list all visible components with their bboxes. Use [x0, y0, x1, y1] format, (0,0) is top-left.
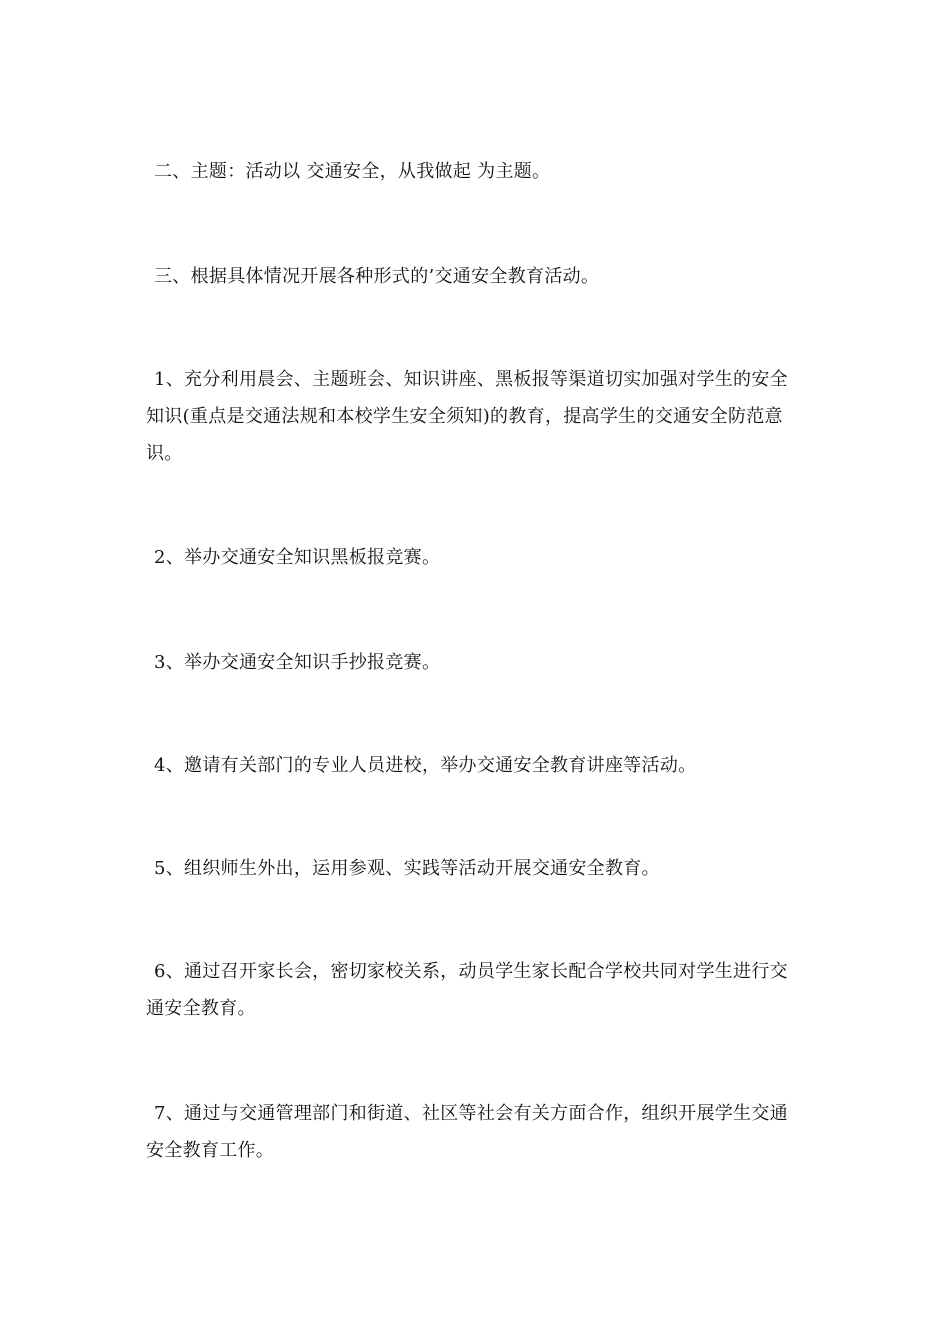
paragraph-item-7: 7、通过与交通管理部门和街道、社区等社会有关方面合作，组织开展学生交通安全教育工作。	[146, 1103, 788, 1161]
paragraph-activities-intro: 三、根据具体情况开展各种形式的’交通安全教育活动。	[154, 266, 600, 287]
paragraph-item-1: 1、充分利用晨会、主题班会、知识讲座、黑板报等渠道切实加强对学生的安全知识(重点是交通法规和本校学生安全须知)的教育，提高学生的交通安全防范意识。	[146, 369, 788, 464]
paragraph-item-2: 2、举办交通安全知识黑板报竞赛。	[154, 547, 441, 568]
paragraph-item-5: 5、组织师生外出，运用参观、实践等活动开展交通安全教育。	[154, 858, 660, 879]
paragraph-item-4: 4、邀请有关部门的专业人员进校，举办交通安全教育讲座等活动。	[154, 755, 697, 776]
paragraph-theme: 二、主题：活动以 交通安全，从我做起 为主题。	[154, 161, 551, 182]
paragraph-item-6: 6、通过召开家长会，密切家校关系，动员学生家长配合学校共同对学生进行交通安全教育。	[146, 961, 788, 1019]
paragraph-item-3: 3、举办交通安全知识手抄报竞赛。	[154, 652, 441, 673]
